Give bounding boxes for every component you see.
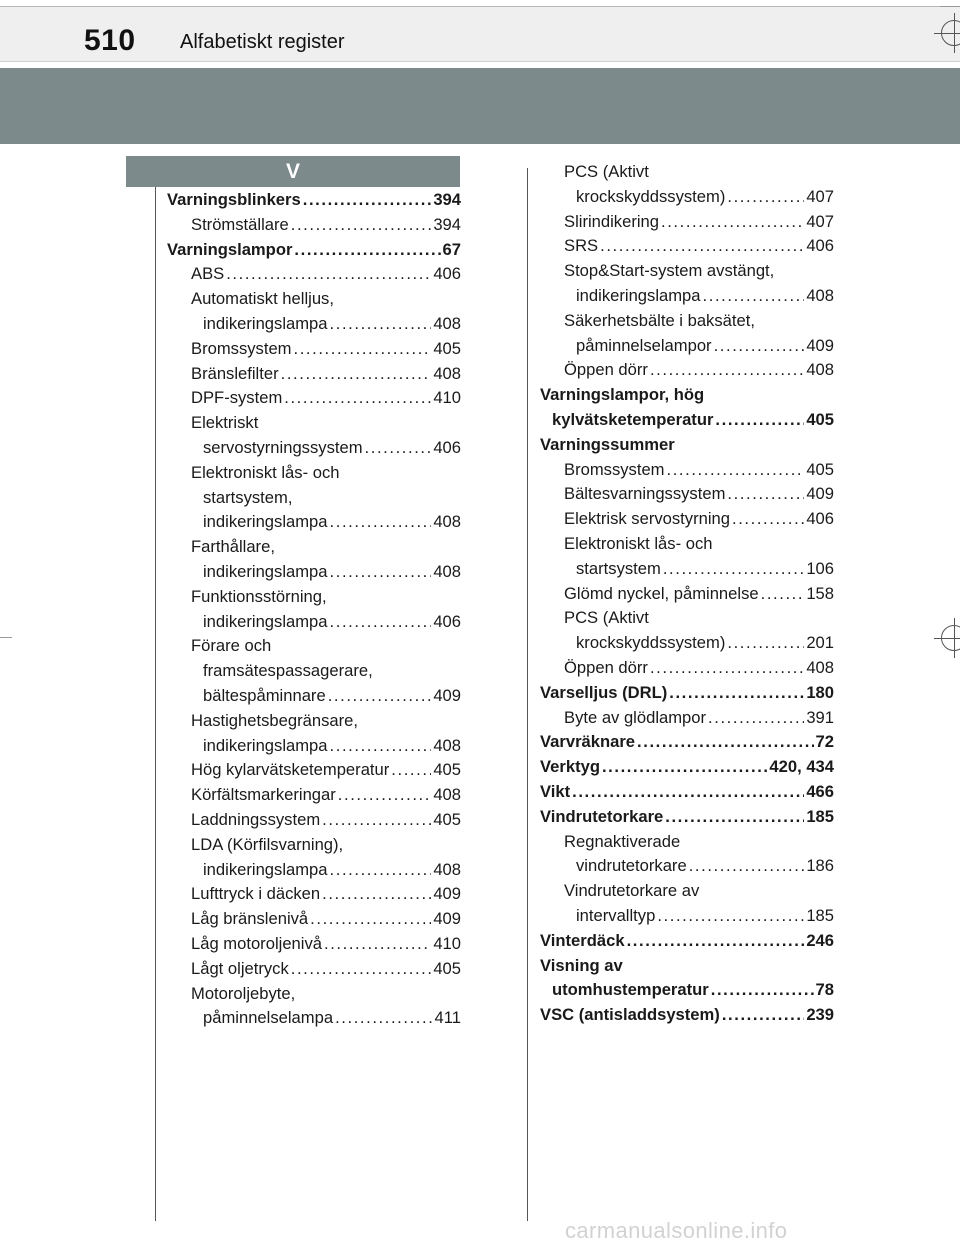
entry-label: indikeringslampa <box>203 735 328 755</box>
index-entry <box>540 482 834 507</box>
index-entry <box>540 656 834 681</box>
entry-label: Varningslampor <box>167 239 293 259</box>
entry-label: krockskyddssystem) <box>576 186 726 206</box>
page-reference: 408 <box>806 657 834 677</box>
page-reference: 78 <box>815 980 834 1000</box>
entry-label: vindrutetorkare <box>576 856 687 876</box>
entry-label: utomhustemperatur <box>552 980 709 1000</box>
dot-leader <box>365 436 432 461</box>
index-entry <box>540 458 834 483</box>
page-reference: 406 <box>433 264 461 284</box>
watermark: carmanualsonline.info <box>565 1218 788 1243</box>
page-reference: 394 <box>433 214 461 234</box>
entry-label: indikeringslampa <box>203 859 328 879</box>
index-column-right <box>540 160 834 1028</box>
entry-label: kylvätsketemperatur <box>552 409 714 429</box>
dot-leader <box>600 234 804 259</box>
index-text-line: framsätespassagerare, <box>203 661 373 681</box>
index-text-line: Varningssummer <box>540 434 675 454</box>
page-reference: 405 <box>433 958 461 978</box>
entry-label: indikeringslampa <box>203 611 328 631</box>
header-bottom-rule <box>0 61 960 62</box>
page-reference: 405 <box>433 338 461 358</box>
page-reference: 408 <box>433 785 461 805</box>
dot-leader <box>667 458 805 483</box>
page-reference: 239 <box>806 1005 834 1025</box>
index-entry <box>167 684 461 709</box>
entry-label: startsystem <box>576 558 661 578</box>
page-reference: 409 <box>433 685 461 705</box>
index-entry <box>540 929 834 954</box>
index-entry <box>540 234 834 259</box>
dot-leader <box>663 557 804 582</box>
dot-leader <box>650 358 804 383</box>
page-reference: 405 <box>433 760 461 780</box>
index-entry <box>540 1003 834 1028</box>
index-text-line: Elektroniskt lås- och <box>564 533 713 553</box>
dot-leader <box>281 362 432 387</box>
dot-leader <box>310 907 431 932</box>
top-rule <box>0 6 960 7</box>
index-entry <box>167 262 461 287</box>
index-text-line: Automatiskt helljus, <box>191 289 334 309</box>
dot-leader <box>330 312 432 337</box>
index-entry <box>167 560 461 585</box>
dot-leader <box>727 482 804 507</box>
crop-mark-left <box>0 637 12 638</box>
header-band <box>0 68 960 144</box>
index-entry <box>540 631 834 656</box>
letter-tab: V <box>126 156 460 187</box>
dot-leader <box>322 808 431 833</box>
index-entry <box>167 808 461 833</box>
index-text-line: Funktionsstörning, <box>191 586 327 606</box>
dot-leader <box>722 1003 804 1028</box>
dot-leader <box>324 932 431 957</box>
index-text-line: Motoroljebyte, <box>191 983 296 1003</box>
dot-leader <box>303 188 432 213</box>
dot-leader <box>650 656 804 681</box>
entry-label: bältespåminnare <box>203 685 326 705</box>
page-reference: 409 <box>433 884 461 904</box>
index-entry <box>167 907 461 932</box>
section-title: Alfabetiskt register <box>180 31 345 53</box>
index-entry <box>540 408 834 433</box>
index-entry <box>167 783 461 808</box>
entry-label: indikeringslampa <box>203 512 328 532</box>
index-entry <box>167 362 461 387</box>
page-reference: 408 <box>433 512 461 532</box>
registration-mark-top-icon <box>941 20 960 46</box>
header-background <box>0 6 960 62</box>
dot-leader <box>661 210 804 235</box>
dot-leader <box>330 734 432 759</box>
page-reference: 185 <box>806 905 834 925</box>
page-reference: 405 <box>806 459 834 479</box>
dot-leader <box>689 854 805 879</box>
index-text-line: Hastighetsbegränsare, <box>191 710 358 730</box>
page-reference: 67 <box>442 239 461 259</box>
index-entry <box>540 904 834 929</box>
index-entry <box>167 188 461 213</box>
entry-label: Verktyg <box>540 757 600 777</box>
entry-label: Vindrutetorkare <box>540 806 664 826</box>
page-reference: 391 <box>806 707 834 727</box>
index-entry <box>540 507 834 532</box>
index-entry <box>540 210 834 235</box>
page-reference: 408 <box>433 363 461 383</box>
page-reference: 158 <box>806 583 834 603</box>
page-reference: 405 <box>433 809 461 829</box>
page-reference: 407 <box>806 211 834 231</box>
page-reference: 407 <box>806 186 834 206</box>
dot-leader <box>291 957 432 982</box>
dot-leader <box>335 1006 432 1031</box>
entry-label: Slirindikering <box>564 211 659 231</box>
page-reference: 405 <box>806 409 834 429</box>
index-entry <box>167 610 461 635</box>
entry-label: Bältesvarningssystem <box>564 484 726 504</box>
index-entry <box>540 681 834 706</box>
entry-label: Laddningssystem <box>191 809 321 829</box>
index-entry <box>167 510 461 535</box>
page-reference: 408 <box>806 360 834 380</box>
index-column-left <box>167 188 461 1031</box>
entry-label: Glömd nyckel, påminnelse <box>564 583 759 603</box>
index-entry <box>167 436 461 461</box>
dot-leader <box>330 510 432 535</box>
index-text-line: Visning av <box>540 955 623 975</box>
index-entry <box>167 882 461 907</box>
entry-label: ABS <box>191 264 225 284</box>
page-reference: 410 <box>433 388 461 408</box>
index-entry <box>167 957 461 982</box>
page-reference: 406 <box>806 509 834 529</box>
entry-label: påminnelselampa <box>203 1008 334 1028</box>
index-text-line: Elektriskt <box>191 413 259 433</box>
dot-leader <box>328 684 432 709</box>
dot-leader <box>715 408 804 433</box>
dot-leader <box>665 805 804 830</box>
index-text-line: PCS (Aktivt <box>564 162 649 181</box>
dot-leader <box>322 882 431 907</box>
dot-leader <box>714 334 805 359</box>
index-text-line: Regnaktiverade <box>564 831 681 851</box>
entry-label: Bromssystem <box>191 338 292 358</box>
page-reference: 408 <box>433 735 461 755</box>
entry-label: Låg bränslenivå <box>191 909 309 929</box>
page-reference: 180 <box>806 682 834 702</box>
entry-label: Vinterdäck <box>540 930 625 950</box>
entry-label: indikeringslampa <box>203 313 328 333</box>
index-entry <box>540 730 834 755</box>
index-text-line: Stop&Start-system avstängt, <box>564 261 775 281</box>
entry-label: servostyrningssystem <box>203 437 363 457</box>
entry-label: Hög kylarvätsketemperatur <box>191 760 390 780</box>
entry-label: indikeringslampa <box>576 285 701 305</box>
dot-leader <box>637 730 813 755</box>
page-reference: 72 <box>815 732 834 752</box>
page-reference: 185 <box>806 806 834 826</box>
page-reference: 106 <box>806 558 834 578</box>
index-entry <box>540 557 834 582</box>
entry-label: Bromssystem <box>564 459 665 479</box>
entry-label: VSC (antisladdsystem) <box>540 1005 720 1025</box>
page-reference: 466 <box>806 781 834 801</box>
page-reference: 409 <box>433 909 461 929</box>
index-entry <box>167 858 461 883</box>
dot-leader <box>627 929 805 954</box>
page-reference: 408 <box>433 561 461 581</box>
index-text-line: startsystem, <box>203 487 293 507</box>
index-entry <box>540 284 834 309</box>
page-reference: 246 <box>806 930 834 950</box>
index-entry <box>167 386 461 411</box>
index-text-line: Farthållare, <box>191 537 275 557</box>
index-entry <box>167 932 461 957</box>
page-reference: 409 <box>806 484 834 504</box>
dot-leader <box>727 631 804 656</box>
page-reference: 406 <box>433 611 461 631</box>
index-entry <box>167 238 461 263</box>
index-entry <box>167 1006 461 1031</box>
dot-leader <box>391 758 431 783</box>
dot-leader <box>284 386 431 411</box>
dot-leader <box>294 238 440 263</box>
left-column-rule <box>155 187 156 1221</box>
index-text-line: Förare och <box>191 636 272 656</box>
entry-label: Lågt oljetryck <box>191 958 289 978</box>
dot-leader <box>330 858 432 883</box>
dot-leader <box>727 185 804 210</box>
index-entry <box>540 755 834 780</box>
index-entry <box>167 213 461 238</box>
page-reference: 186 <box>806 856 834 876</box>
dot-leader <box>294 337 432 362</box>
index-entry <box>540 334 834 359</box>
page-reference: 408 <box>433 859 461 879</box>
page-reference: 410 <box>433 933 461 953</box>
index-entry <box>540 706 834 731</box>
page-reference: 406 <box>433 437 461 457</box>
dot-leader <box>572 780 804 805</box>
dot-leader <box>291 213 432 238</box>
dot-leader <box>732 507 804 532</box>
index-text-line: LDA (Körfilsvarning), <box>191 834 344 854</box>
entry-label: Vikt <box>540 781 571 801</box>
entry-label: intervalltyp <box>576 905 656 925</box>
entry-label: Låg motoroljenivå <box>191 933 322 953</box>
index-text-line: Säkerhetsbälte i baksätet, <box>564 310 755 330</box>
index-entry <box>167 337 461 362</box>
index-entry <box>540 582 834 607</box>
entry-label: Varningsblinkers <box>167 190 301 209</box>
index-entry <box>540 780 834 805</box>
entry-label: krockskyddssystem) <box>576 633 726 653</box>
dot-leader <box>338 783 432 808</box>
index-entry <box>167 734 461 759</box>
index-text-line: Vindrutetorkare av <box>564 881 700 901</box>
page-reference: 201 <box>806 633 834 653</box>
dot-leader <box>708 706 804 731</box>
entry-label: Elektrisk servostyrning <box>564 509 730 529</box>
dot-leader <box>330 560 432 585</box>
entry-label: Öppen dörr <box>564 657 648 677</box>
page-reference: 394 <box>433 190 461 209</box>
entry-label: Körfältsmarkeringar <box>191 785 336 805</box>
entry-label: SRS <box>564 236 599 256</box>
dot-leader <box>226 262 431 287</box>
index-entry <box>167 758 461 783</box>
index-entry <box>540 854 834 879</box>
dot-leader <box>669 681 804 706</box>
index-text-line: PCS (Aktivt <box>564 608 649 628</box>
page-reference: 408 <box>806 285 834 305</box>
index-entry <box>540 185 834 210</box>
index-entry <box>540 358 834 383</box>
entry-label: Varselljus (DRL) <box>540 682 668 702</box>
dot-leader <box>761 582 805 607</box>
entry-label: Strömställare <box>191 214 289 234</box>
registration-mark-middle-icon <box>941 625 960 651</box>
index-entry <box>540 978 834 1003</box>
dot-leader <box>703 284 805 309</box>
entry-label: Bränslefilter <box>191 363 279 383</box>
entry-label: indikeringslampa <box>203 561 328 581</box>
index-entry <box>540 805 834 830</box>
crop-mark-top-right <box>940 6 960 7</box>
page-reference: 411 <box>434 1008 461 1028</box>
entry-label: DPF-system <box>191 388 283 408</box>
page-number: 510 <box>84 24 136 57</box>
page-reference: 406 <box>806 236 834 256</box>
page-reference: 420, 434 <box>769 757 834 777</box>
entry-label: Lufttryck i däcken <box>191 884 321 904</box>
dot-leader <box>602 755 767 780</box>
page-reference: 408 <box>433 313 461 333</box>
page-reference: 409 <box>806 335 834 355</box>
entry-label: Öppen dörr <box>564 360 648 380</box>
entry-label: Byte av glödlampor <box>564 707 707 727</box>
index-text-line: Elektroniskt lås- och <box>191 462 340 482</box>
dot-leader <box>657 904 804 929</box>
entry-label: Varvräknare <box>540 732 636 752</box>
dot-leader <box>711 978 814 1003</box>
index-entry <box>167 312 461 337</box>
index-text-line: Varningslampor, hög <box>540 385 705 405</box>
column-divider <box>527 168 528 1221</box>
dot-leader <box>330 610 432 635</box>
entry-label: påminnelselampor <box>576 335 712 355</box>
